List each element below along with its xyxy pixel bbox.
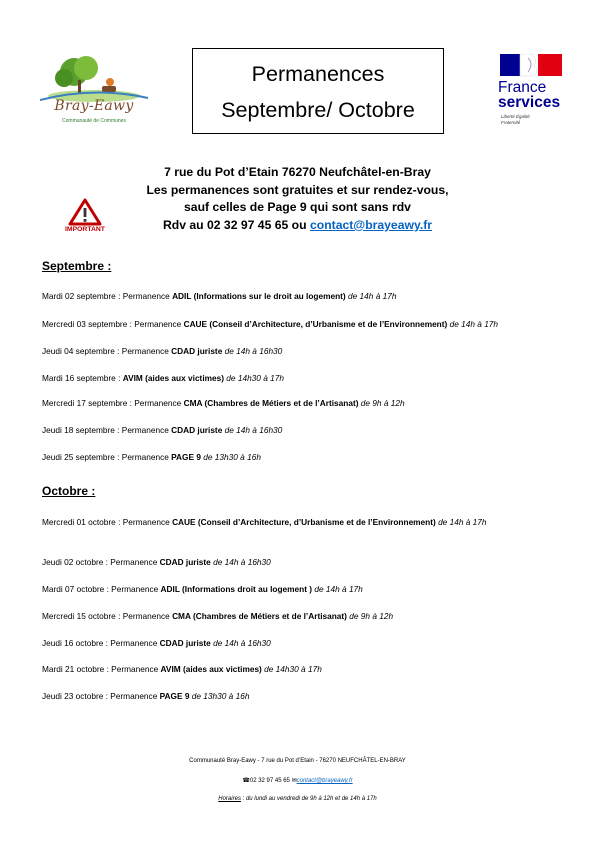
entry-organization: CAUE (Conseil d’Architecture, d’Urbanisme et de l’Environnement): [172, 517, 436, 527]
list-item: [42, 451, 542, 464]
rdv-phone-text: Rdv au 02 32 97 45 65 ou: [162, 217, 310, 232]
entry-time: de 14h30 à 17h: [261, 664, 322, 674]
list-item: [42, 516, 542, 529]
footer-contact: [0, 777, 595, 784]
list-item: [42, 424, 542, 437]
phone-icon: ☎: [242, 778, 250, 784]
footer-hours: [0, 796, 595, 802]
logo-subtitle: Communauté de Communes: [62, 118, 126, 124]
entry-date: Jeudi 16 octobre : Permanence: [42, 638, 160, 648]
footer-email-link[interactable]: contact@brayeawy.fr: [296, 778, 353, 784]
entry-organization: CDAD juriste: [159, 557, 211, 567]
entry-organization: AVIM (aides aux victimes): [160, 664, 262, 674]
important-label: IMPORTANT: [65, 226, 105, 233]
services-label: services: [498, 94, 561, 111]
bray-eawy-logo: [40, 52, 148, 128]
list-item: [42, 610, 542, 623]
entry-time: de 14h à 16h30: [210, 638, 271, 648]
entry-organization: PAGE 9: [171, 452, 201, 462]
entry-organization: ADIL (Informations sur le droit au logement): [172, 291, 346, 301]
entry-date: Jeudi 02 octobre : Permanence: [42, 557, 160, 567]
entry-date: Jeudi 18 septembre : Permanence: [42, 425, 172, 435]
marianne-icon: [498, 54, 564, 78]
contact-email-link[interactable]: contact@brayeawy.fr: [309, 217, 433, 232]
entry-date: Mardi 21 octobre : Permanence: [42, 664, 161, 674]
entry-date: Mercredi 01 octobre : Permanence: [42, 517, 173, 527]
france-label: France: [498, 79, 547, 96]
entry-organization: ADIL (Informations droit au logement ): [160, 584, 313, 594]
list-item: [42, 663, 542, 676]
entry-date: Mercredi 03 septembre : Permanence: [42, 319, 184, 329]
free-info-line: Les permanences sont gratuites et sur rendez-vous,: [146, 182, 449, 197]
entry-organization: AVIM (aides aux victimes): [122, 373, 224, 383]
entry-time: de 9h à 12h: [358, 398, 405, 408]
entry-date: Mardi 02 septembre : Permanence: [42, 291, 173, 301]
entry-time: de 14h à 17h: [447, 319, 499, 329]
list-item: [42, 372, 542, 385]
entry-date: Mercredi 15 octobre : Permanence: [42, 611, 173, 621]
entry-time: de 9h à 12h: [346, 611, 394, 621]
list-item: [42, 637, 542, 650]
list-item: [42, 556, 542, 569]
entry-time: de 14h à 17h: [435, 517, 487, 527]
trees-icon: [40, 52, 148, 102]
logo-name: Bray-Eawy: [54, 98, 134, 114]
entry-time: de 14h30 à 17h: [224, 373, 284, 383]
address-line: 7 rue du Pot d’Etain 76270 Neufchâtel-en-Bray: [164, 165, 431, 179]
footer-address: Communauté Bray-Eawy - 7 rue du Pot d’Etain - 76270 NEUFCHÂTEL-EN-BRAY: [189, 758, 406, 764]
rdv-line: [120, 217, 475, 235]
entry-date: Jeudi 04 septembre : Permanence: [42, 346, 172, 356]
section-title-septembre: Septembre :: [42, 259, 112, 273]
list-item: [42, 690, 542, 703]
title-box: [192, 48, 444, 134]
list-item: [42, 397, 542, 410]
entry-organization: CAUE (Conseil d’Architecture, d’Urbanisme et de l’Environnement): [183, 319, 448, 329]
entry-date: Mercredi 17 septembre : Permanence: [42, 398, 184, 408]
section-title-octobre: Octobre :: [42, 484, 96, 498]
list-item: [42, 318, 542, 331]
entry-organization: PAGE 9: [159, 691, 190, 701]
entry-time: de 14h à 16h30: [222, 346, 283, 356]
warning-icon: [52, 198, 118, 226]
hours-label: Horaires: [218, 796, 241, 802]
entry-organization: CMA (Chambres de Métiers et de l’Artisanat): [172, 611, 347, 621]
list-item: [42, 345, 542, 358]
entry-time: de 13h30 à 16h: [200, 452, 261, 462]
entry-date: Jeudi 25 septembre : Permanence: [42, 452, 172, 462]
page9-info-line: sauf celles de Page 9 qui sont sans rdv: [184, 200, 411, 215]
page-title-line1: Permanences: [251, 62, 385, 86]
hours-text: : du lundi au vendredi de 9h à 12h et de 14h à 17h: [240, 796, 377, 802]
email-icon: ✉: [289, 778, 297, 784]
entry-organization: CMA (Chambres de Métiers et de l’Artisanat): [183, 398, 359, 408]
entry-time: de 14h à 16h30: [210, 557, 271, 567]
entry-time: de 14h à 17h: [312, 584, 363, 594]
france-services-logo: [498, 54, 568, 134]
entry-date: Mardi 07 octobre : Permanence: [42, 584, 161, 594]
entry-organization: CDAD juriste: [171, 425, 223, 435]
entry-organization: CDAD juriste: [171, 346, 223, 356]
list-item: [42, 583, 542, 596]
republic-motto: Liberté Égalité Fraternité: [501, 114, 530, 125]
page-title-line2: Septembre/ Octobre: [221, 98, 415, 122]
list-item: [42, 290, 542, 303]
entry-time: de 13h30 à 16h: [189, 691, 250, 701]
entry-organization: CDAD juriste: [159, 638, 211, 648]
entry-date: Jeudi 23 octobre : Permanence: [42, 691, 160, 701]
footer-phone: 02 32 97 45 65: [249, 778, 290, 784]
entry-time: de 14h à 17h: [345, 291, 397, 301]
entry-time: de 14h à 16h30: [222, 425, 283, 435]
important-sign: [52, 198, 118, 238]
entry-date: Mardi 16 septembre :: [42, 373, 123, 383]
address-block: [120, 164, 475, 234]
